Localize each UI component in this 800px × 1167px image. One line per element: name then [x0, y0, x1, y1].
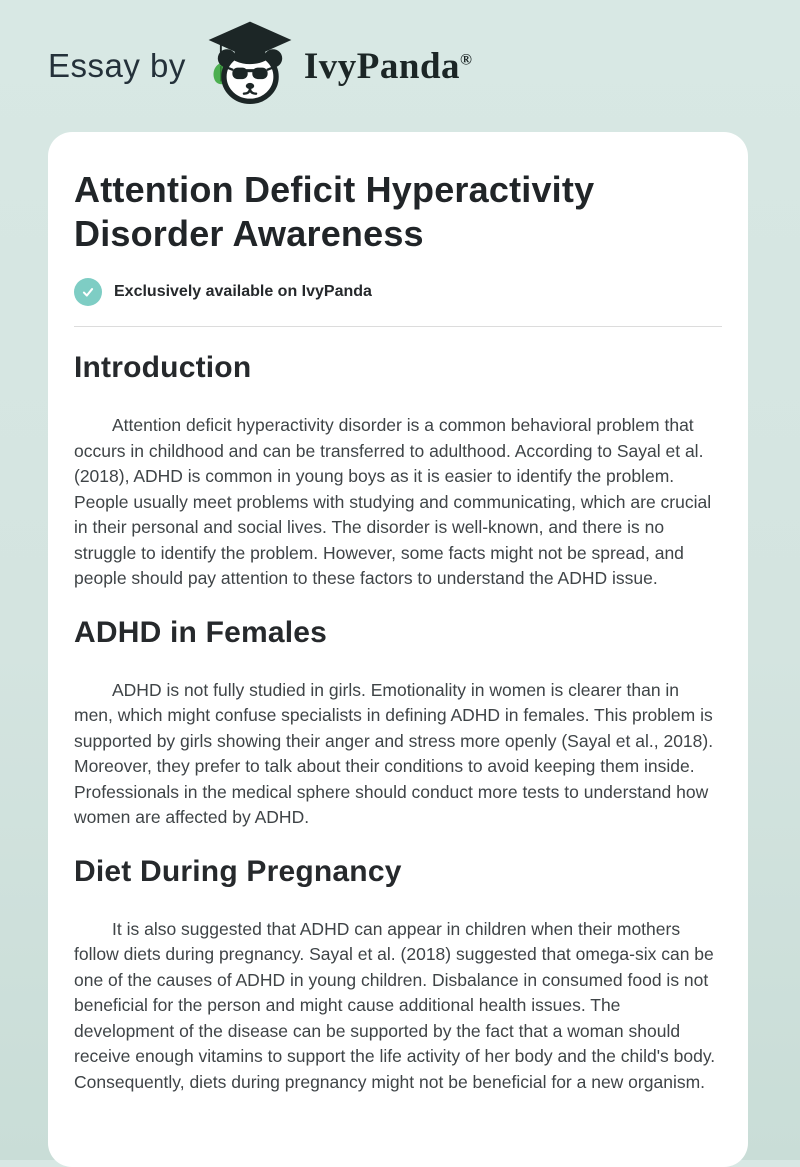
section-adhd-in-females	[74, 616, 722, 831]
section-heading: ADHD in Females	[74, 615, 328, 649]
ivypanda-brand-link[interactable]	[204, 23, 473, 109]
brand-name: IvyPanda®	[303, 45, 473, 87]
section-heading: Introduction	[74, 351, 252, 384]
essay-card	[48, 132, 748, 1167]
exclusive-badge	[74, 278, 722, 306]
essay-by-label: Essay by	[48, 47, 186, 84]
page-title: Attention Deficit Hyperactivity Disorder Awareness	[74, 169, 595, 254]
section-paragraph: It is also suggested that ADHD can appear in children when their mothers follow diets during pregnancy. Sayal et al. (2018) suggested that omega-six can be one of the causes of ADHD in young children. Disbalance in consumed food is not beneficial for the person and might cause additional health issues. The development of the disease can be supported by the fact that a woman should receive enough vitamins to support the life activity of her body and the child's body. Consequently, diets during pregnancy might not be beneficial for a new organism.	[74, 918, 716, 1092]
section-heading: Diet During Pregnancy	[74, 854, 402, 888]
panda-graduation-cap-icon	[204, 17, 296, 109]
section-paragraph: ADHD is not fully studied in girls. Emotionality in women is clearer than in men, which might confuse specialists in defining ADHD in females. This problem is supported by girls showing their anger and stress more openly (Sayal et al., 2018). Moreover, they prefer to talk about their conditions to avoid keeping them inside. Professionals in the medical sphere should conduct more tests to understand how women are affected by ADHD.	[74, 679, 714, 827]
registered-mark: ®	[460, 51, 473, 69]
divider	[74, 326, 722, 327]
section-introduction	[74, 351, 722, 592]
site-header	[0, 0, 800, 132]
check-icon	[74, 278, 102, 306]
section-diet-during-pregnancy	[74, 855, 722, 1096]
section-paragraph: Attention deficit hyperactivity disorder is a common behavioral problem that occurs in childhood and can be transferred to adulthood. According to Sayal et al. (2018), ADHD is common in young boys as it is easier to identify the problem. People usually meet problems with studying and communicating, which are crucial in their personal and social lives. The disorder is well-known, and there is no struggle to identify the problem. However, some facts might not be spread, and people should pay attention to these factors to understand the ADHD issue.	[74, 415, 712, 588]
exclusive-badge-label: Exclusively available on IvyPanda	[114, 283, 372, 300]
